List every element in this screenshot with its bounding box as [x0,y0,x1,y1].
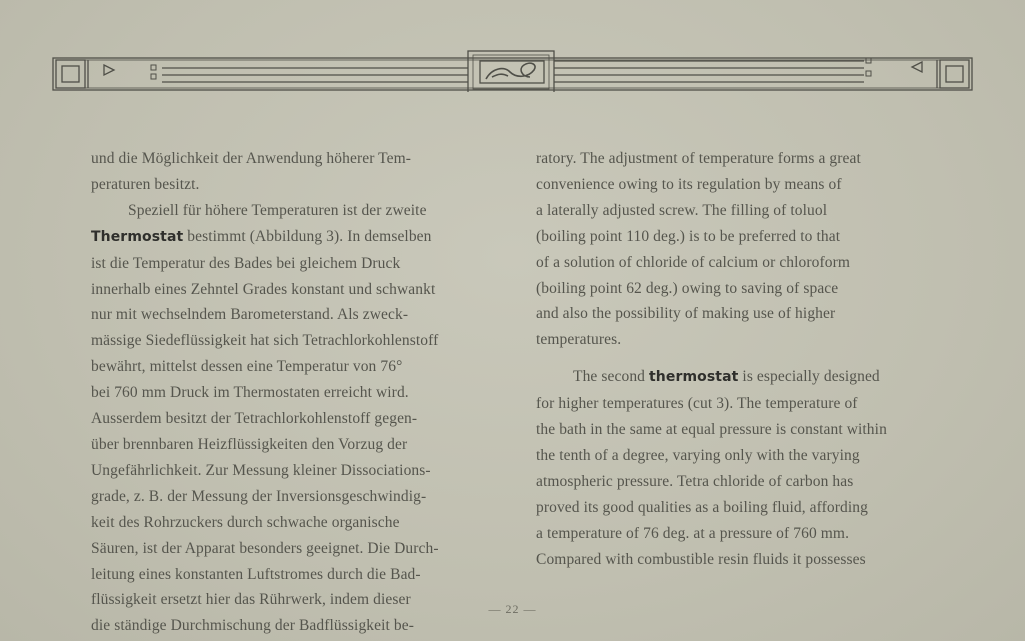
text-line: flüssigkeit ersetzt hier das Rührwerk, indem dieser [91,591,411,609]
triangle-left-icon [912,62,922,72]
ornament-frame [52,48,973,92]
page-number: — 22 — [488,602,537,616]
text-line: die ständige Durchmischung der Badflüssigkeit be- [91,617,415,635]
text-line: a laterally adjusted screw. The filling of toluol [536,201,828,219]
keyword-thermostat: Thermostat [91,228,184,245]
text-line: Säuren, ist der Apparat besonders geeignet. Die Durch- [91,539,439,557]
left-text-column [91,146,491,639]
text-line: temperatures. [536,331,622,349]
text-line: ist die Temperatur des Bades bei gleichem Druck [91,254,401,272]
text-line: mässige Siedeflüssigkeit hat sich Tetrachlorkohlenstoff [91,332,439,350]
scroll-ornament-icon [486,63,535,79]
text-line: innerhalb eines Zehntel Grades konstant und schwankt [91,280,436,298]
triangle-right-icon [104,65,114,75]
keyword-thermostat: thermostat [649,369,739,386]
text-line: is especially designed [738,368,880,386]
paragraph-2 [91,198,491,639]
text-line: and also the possibility of making use of higher [536,305,836,323]
text-line: atmospheric pressure. Tetra chloride of carbon has [536,472,854,490]
text-line: convenience owing to its regulation by means of [536,175,842,193]
text-line: Compared with combustible resin fluids it possesses [536,550,866,568]
text-line: (boiling point 110 deg.) is to be preferred to that [536,227,841,245]
text-line: keit des Rohrzuckers durch schwache organische [91,513,400,531]
text-line: und die Möglichkeit der Anwendung höherer Tem- [91,150,412,167]
right-text-column [536,146,936,573]
text-line: The second [573,368,649,386]
text-line: grade, z. B. der Messung der Inversionsgeschwindig- [91,487,427,505]
paragraph-2 [536,364,936,572]
text-line: Speziell für höhere Temperaturen ist der zweite [128,201,427,219]
text-line: Ungefährlichkeit. Zur Messung kleiner Dissociations- [91,461,431,479]
text-line: a temperature of 76 deg. at a pressure of 760 mm. [536,524,850,542]
text-line: ratory. The adjustment of temperature forms a great [536,150,861,167]
text-line: peraturen besitzt. [91,175,200,193]
text-line: Ausserdem besitzt der Tetrachlorkohlenstoff gegen- [91,410,418,428]
text-line: (boiling point 62 deg.) owing to saving of space [536,279,839,297]
text-line: the bath in the same at equal pressure is constant within [536,421,887,439]
text-line: for higher temperatures (cut 3). The temperature of [536,395,858,413]
text-line: proved its good qualities as a boiling fluid, affording [536,498,868,516]
text-line: of a solution of chloride of calcium or chloroform [536,253,851,271]
text-line: bewährt, mittelst dessen eine Temperatur von 76° [91,358,403,376]
text-line: über brennbaren Heizflüssigkeiten den Vorzug der [91,435,408,453]
paragraph-1 [536,146,936,353]
text-line: nur mit wechselndem Barometerstand. Als zweck- [91,306,409,324]
text-line: bestimmt (Abbildung 3). In demselben [183,227,432,245]
paragraph-1 [91,146,491,198]
text-line: bei 760 mm Druck im Thermostaten erreicht wird. [91,384,409,402]
header-ornament-band [52,48,973,92]
text-line: the tenth of a degree, varying only with the varying [536,446,860,464]
text-line: leitung eines konstanten Luftstromes durch die Bad- [91,565,421,583]
